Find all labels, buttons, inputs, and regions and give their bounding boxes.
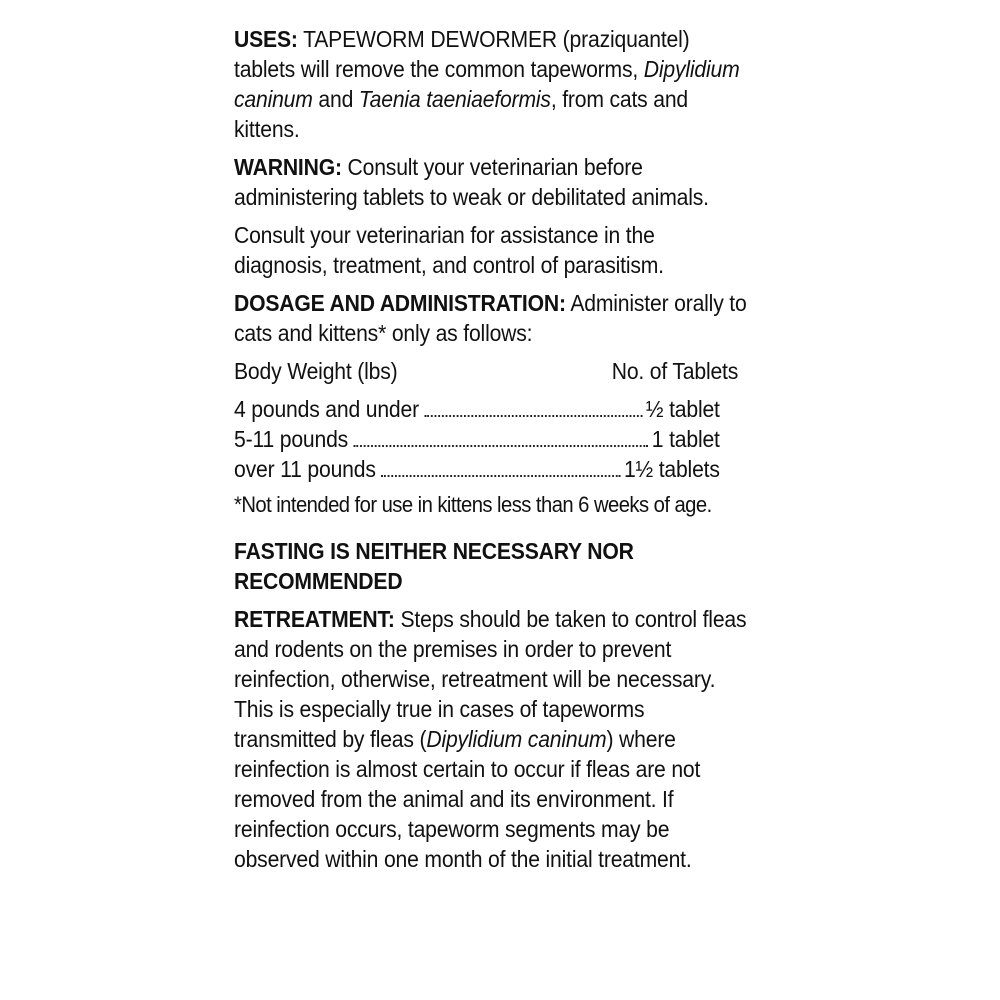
warning-text: Consult your veterinarian before administering tablets to weak or debilitated animals. [234,154,709,210]
dot-leader [354,445,649,447]
row-tablets: 1 tablet [651,426,720,452]
row-weight: over 11 pounds [234,456,376,482]
table-row [234,424,720,454]
dot-leader [381,475,620,477]
row-tablets: ½ tablet [645,396,720,422]
uses-heading: USES: [234,26,298,52]
uses-species-2: Taenia taeniaeformis [358,86,551,112]
dosage-paragraph [234,288,749,348]
warning-paragraph [234,152,749,212]
uses-text-1: TAPEWORM DEWORMER (praziquantel) tablets will remove the common tapeworms, [234,26,690,82]
retreatment-heading: RETREATMENT: [234,606,395,632]
retreatment-species: Dipylidium caninum [426,726,607,752]
kitten-age-footnote: *Not intended for use in kittens less than 6 weeks of age. [234,492,712,517]
retreatment-text-2: ) where reinfection is almost certain to occur if fleas are not removed from the animal and its environment. If reinfection occurs, tapeworm segments may be observed within one month of the initial treatment. [234,726,701,872]
uses-and: and [312,86,359,112]
uses-text-2: , from cats and kittens. [234,86,689,142]
retreatment-text-1: Steps should be taken to control fleas and rodents on the premises in order to prevent reinfection, otherwise, retreatment will be necessary. This is especially true in cases of tapeworms transmitted by fleas ( [234,606,747,752]
fasting-notice: FASTING IS NEITHER NECESSARY NOR RECOMMENDED [234,538,634,594]
row-weight: 5-11 pounds [234,426,349,452]
consult-paragraph: Consult your veterinarian for assistance in the diagnosis, treatment, and control of parasitism. [234,222,664,278]
dosage-heading: DOSAGE AND ADMINISTRATION: [234,290,566,316]
label-text-panel [234,24,749,882]
uses-species-1: Dipylidium caninum [234,56,740,112]
row-weight: 4 pounds and under [234,396,419,422]
table-row [234,394,720,424]
dot-leader [424,415,642,417]
dosage-table [234,394,720,484]
row-tablets: 1½ tablets [623,456,720,482]
col-no-of-tablets: No. of Tablets [611,358,739,384]
retreatment-paragraph [234,604,749,874]
warning-heading: WARNING: [234,154,342,180]
dosage-text: Administer orally to cats and kittens* only as follows: [234,290,747,346]
uses-paragraph [234,24,749,144]
dosage-table-header [234,356,738,386]
table-row [234,454,720,484]
col-body-weight: Body Weight (lbs) [234,358,398,384]
